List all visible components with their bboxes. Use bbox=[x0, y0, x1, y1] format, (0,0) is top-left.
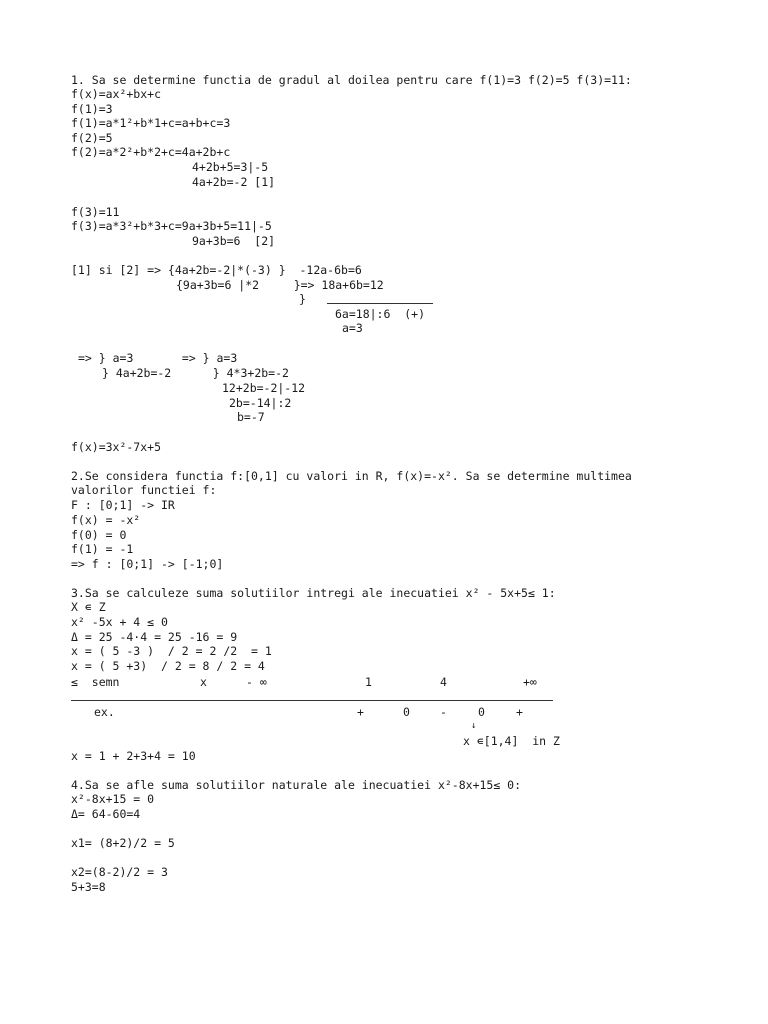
sign-table-zero: 0 bbox=[403, 705, 410, 719]
text-line: X ∊ Z bbox=[71, 600, 106, 614]
sign-table-x-header: x bbox=[200, 675, 207, 689]
sign-table-divider bbox=[71, 700, 553, 701]
text-line: f(2)=5 bbox=[71, 131, 113, 145]
problem-4-statement: 4.Sa se afle suma solutiilor naturale ale inecuatiei x²-8x+15≤ 0: bbox=[71, 778, 522, 792]
text-line: f(1)=3 bbox=[71, 102, 113, 116]
text-line: b=-7 bbox=[237, 410, 265, 424]
sign-table-sign: + bbox=[357, 705, 364, 719]
problem-3-statement: 3.Sa se calculeze suma solutiilor intregi ale inecuatiei x² - 5x+5≤ 1: bbox=[71, 586, 556, 600]
text-line: f(2)=a*2²+b*2+c=4a+2b+c bbox=[71, 145, 231, 159]
result-line: x = 1 + 2+3+4 = 10 bbox=[71, 749, 196, 763]
problem-2-statement: 2.Se considera functia f:[0,1] cu valori in R, f(x)=-x². Sa se determine multimea bbox=[71, 469, 632, 483]
text-line: x² -5x + 4 ≤ 0 bbox=[71, 615, 168, 629]
text-line: a=3 bbox=[342, 321, 363, 335]
sign-table-root-4: 4 bbox=[440, 675, 447, 689]
arrow-down-icon: ↓ bbox=[471, 721, 477, 731]
sign-table-root-1: 1 bbox=[365, 675, 372, 689]
text-line: 4+2b+5=3|-5 bbox=[192, 160, 269, 174]
sign-table-sign: + bbox=[516, 705, 523, 719]
system-line-1: [1] si [2] => {4a+2b=-2|*(-3) } -12a-6b=6 bbox=[71, 263, 362, 277]
text-line: x = ( 5 -3 ) / 2 = 2 /2 = 1 bbox=[71, 644, 272, 658]
system-brace: } bbox=[299, 292, 306, 306]
sign-table-minus-infinity: - ∞ bbox=[246, 675, 267, 689]
sign-table-expression: ex. bbox=[94, 705, 115, 719]
solution-interval: x ∊[1,4] in Z bbox=[463, 734, 560, 748]
sum-underline bbox=[327, 303, 433, 304]
result-line: f(x)=3x²-7x+5 bbox=[71, 440, 162, 454]
text-line: 12+2b=-2|-12 bbox=[222, 381, 306, 395]
sign-table-sign: - bbox=[440, 705, 447, 719]
text-line: Δ= 64-60=4 bbox=[71, 807, 141, 821]
text-line: 4a+2b=-2 [1] bbox=[192, 175, 276, 189]
text-line: 9a+3b=6 [2] bbox=[192, 234, 276, 248]
text-line: f(x)=ax²+bx+c bbox=[71, 87, 162, 101]
result-line: 5+3=8 bbox=[71, 880, 106, 894]
sign-table-plus-infinity: +∞ bbox=[523, 675, 537, 689]
text-line: Δ = 25 -4·4 = 25 -16 = 9 bbox=[71, 630, 238, 644]
text-line: 2b=-14|:2 bbox=[229, 396, 292, 410]
text-line: => } a=3 => } a=3 bbox=[78, 351, 238, 365]
text-line: => f : [0;1] -> [-1;0] bbox=[71, 557, 224, 571]
text-line: x = ( 5 +3) / 2 = 8 / 2 = 4 bbox=[71, 659, 265, 673]
text-line: f(0) = 0 bbox=[71, 528, 127, 542]
text-line: valorilor functiei f: bbox=[71, 483, 217, 497]
text-line: F : [0;1] -> IR bbox=[71, 498, 175, 512]
text-line: f(x) = -x² bbox=[71, 513, 141, 527]
problem-1-statement: 1. Sa se determine functia de gradul al doilea pentru care f(1)=3 f(2)=5 f(3)=11: bbox=[71, 73, 632, 87]
text-line: } 4a+2b=-2 } 4*3+2b=-2 bbox=[102, 366, 289, 380]
text-line: x2=(8-2)/2 = 3 bbox=[71, 865, 168, 879]
text-line: x1= (8+2)/2 = 5 bbox=[71, 836, 175, 850]
text-line: f(1) = -1 bbox=[71, 542, 134, 556]
text-line: x²-8x+15 = 0 bbox=[71, 792, 155, 806]
system-line-2: {9a+3b=6 |*2 }=> 18a+6b=12 bbox=[176, 278, 384, 292]
text-line: 6a=18|:6 (+) bbox=[335, 307, 426, 321]
text-line: f(3)=a*3²+b*3+c=9a+3b+5=11|-5 bbox=[71, 219, 272, 233]
sign-table-label: ≤ semn bbox=[71, 675, 120, 689]
text-line: f(3)=11 bbox=[71, 205, 120, 219]
text-line: f(1)=a*1²+b*1+c=a+b+c=3 bbox=[71, 116, 231, 130]
sign-table-zero: 0 bbox=[478, 705, 485, 719]
